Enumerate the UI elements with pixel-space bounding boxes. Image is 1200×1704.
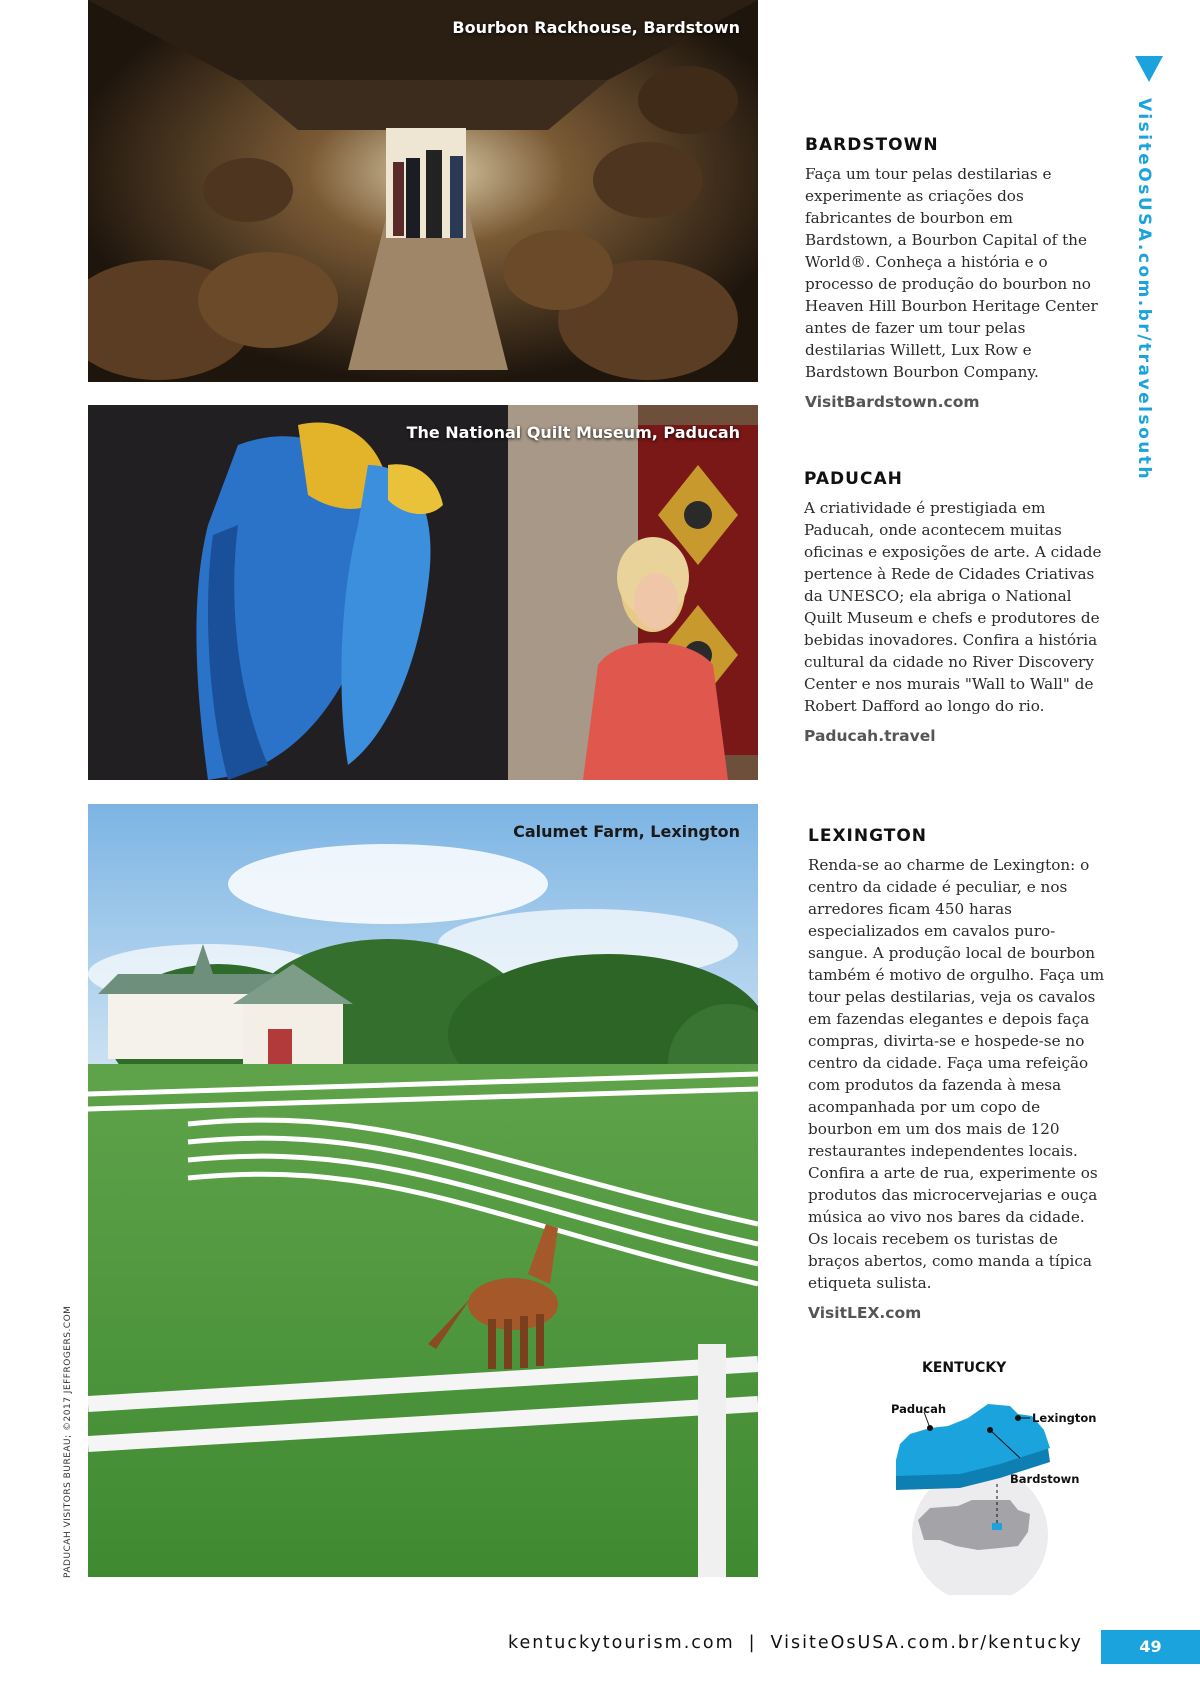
article-link[interactable]: Paducah.travel — [804, 727, 936, 745]
article-paducah — [804, 469, 1104, 745]
article-body: Faça um tour pelas destilarias e experimente as criações dos fabricantes de bourbon em Bardstown, a Bourbon Capital of the World®. Conheça a história e o processo de produção do bourbon no Heaven Hill Bourbon Heritage Center antes de fazer um tour pelas destilarias Willett, Lux Row e Bardstown Bourbon Company. — [805, 165, 1098, 381]
triangle-down-icon — [1135, 56, 1163, 82]
map-title: KENTUCKY — [922, 1360, 1007, 1376]
footer-link-visiteosusa[interactable]: VisiteOsUSA.com.br/kentucky — [770, 1633, 1083, 1653]
map-label-lexington: Lexington — [1032, 1411, 1097, 1425]
article-lexington — [808, 826, 1108, 1322]
photo-quilt-museum — [88, 405, 758, 780]
article-link[interactable]: VisitBardstown.com — [805, 393, 980, 411]
photo-caption: Bourbon Rackhouse, Bardstown — [452, 18, 740, 37]
article-bardstown — [805, 135, 1105, 411]
photo-credit: PADUCAH VISITORS BUREAU; ©2017 JEFFROGERS.COM — [63, 1305, 73, 1578]
article-body: Renda-se ao charme de Lexington: o centro da cidade é peculiar, e nos arredores ficam 450 haras especializados em cavalos puro-sangue. A produção local de bourbon também é motivo de orgulho. Faça um tour pelas destilarias, veja os cavalos em fazendas elegantes e depois faça compras, divirta-se e hospede-se no centro da cidade. Faça uma refeição com produtos da fazenda à mesa acompanhada por um copo de bourbon em um dos mais de 120 restaurantes independentes locais. Confira a arte de rua, experimente os produtos das microcervejarias e ouça música ao vivo nos bares da cidade. Os locais recebem os turistas de braços abertos, como manda a típica etiqueta sulista. — [808, 856, 1105, 1292]
article-title: LEXINGTON — [808, 826, 928, 846]
side-url[interactable]: VisiteOsUSA.com.br/travelsouth — [1134, 98, 1154, 482]
photo-caption: The National Quilt Museum, Paducah — [406, 423, 740, 442]
article-title: PADUCAH — [804, 469, 903, 489]
page-number: 49 — [1101, 1630, 1200, 1664]
photo-bourbon-rackhouse — [88, 0, 758, 382]
map-label-bardstown: Bardstown — [1010, 1472, 1080, 1486]
footer-link-kentuckytourism[interactable]: kentuckytourism.com — [508, 1633, 735, 1653]
photo-calumet-farm — [88, 804, 758, 1577]
map-label-paducah: Paducah — [891, 1402, 947, 1416]
article-link[interactable]: VisitLEX.com — [808, 1304, 922, 1322]
article-title: BARDSTOWN — [805, 135, 939, 155]
footer — [508, 1633, 1083, 1653]
footer-separator: | — [748, 1633, 757, 1653]
article-body: A criatividade é prestigiada em Paducah, onde acontecem muitas oficinas e exposições de arte. A cidade pertence à Rede de Cidades Criativas da UNESCO; ela abriga o National Quilt Museum e chefs e produtores de bebidas inovadores. Confira a história cultural da cidade no River Discovery Center e nos murais "Wall to Wall" de Robert Dafford ao longo do rio. — [804, 499, 1102, 715]
photo-caption: Calumet Farm, Lexington — [513, 822, 740, 841]
